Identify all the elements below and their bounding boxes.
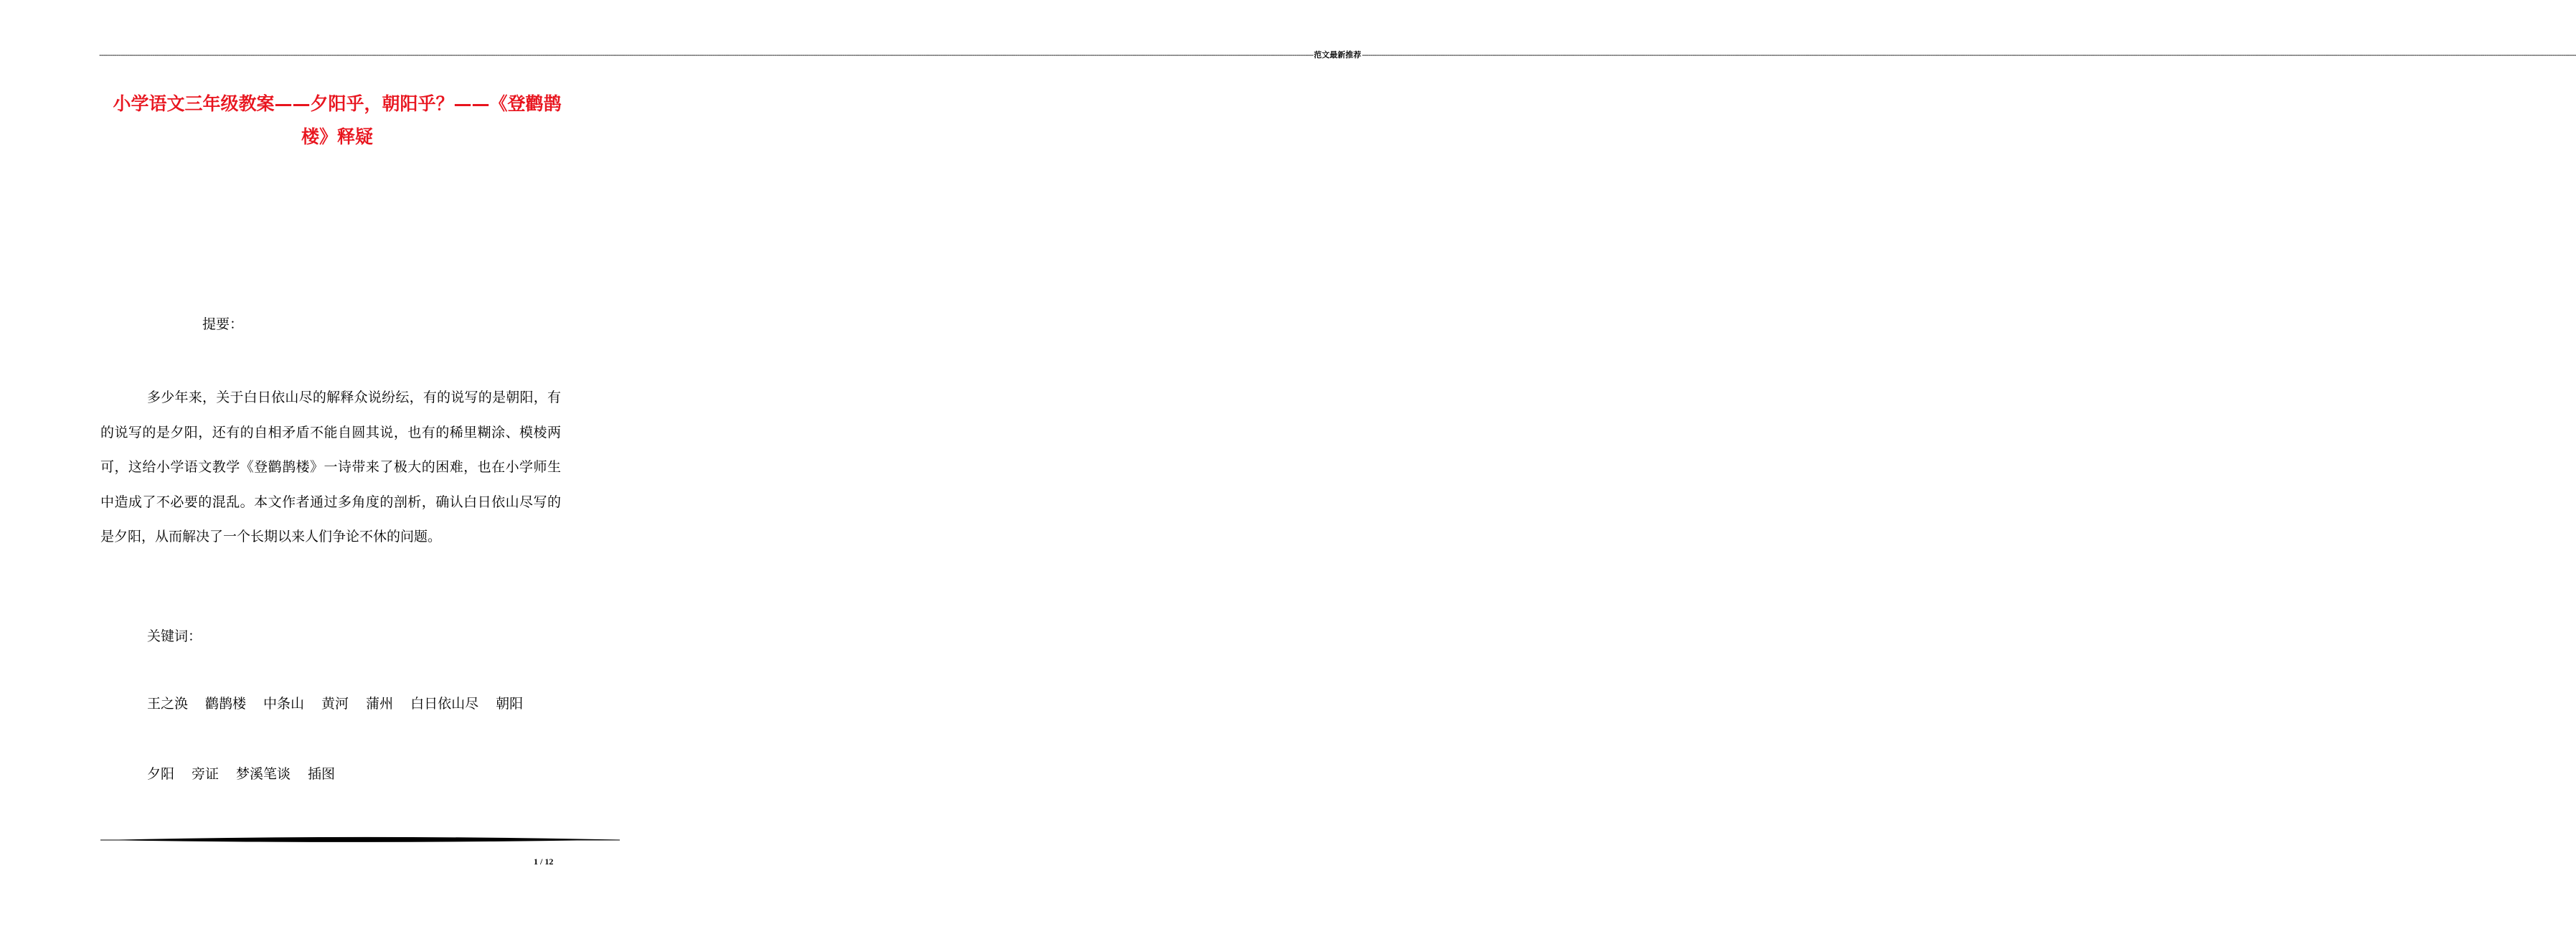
- keyword-item: 旁证: [192, 766, 220, 782]
- keyword-item: 插图: [308, 766, 336, 782]
- keyword-item: 夕阳: [147, 766, 175, 782]
- abstract-label: 提要：: [202, 316, 244, 332]
- keyword-item: 朝阳: [496, 696, 524, 712]
- keywords-label: 关键词：: [147, 628, 202, 644]
- page-number: 1 / 12: [534, 857, 554, 867]
- keyword-item: 梦溪笔谈: [236, 766, 291, 782]
- keyword-item: 黄河: [321, 696, 349, 712]
- header-label: 范文最新推荐: [1313, 50, 1362, 60]
- document-title: 小学语文三年级教案——夕阳乎，朝阳乎？——《登鹳鹊楼》释疑: [113, 93, 562, 147]
- keyword-item: 蒲州: [366, 696, 394, 712]
- keyword-item: 中条山: [263, 696, 305, 712]
- abstract-body: 多少年来，关于白日依山尽的解释众说纷纭，有的说写的是朝阳，有的说写的是夕阳，还有的自相矛盾不能自圆其说，也有的稀里糊涂、模棱两可，这给小学语文教学《登鹳鹊楼》一诗带来了极大的困难，也在小学师生中造成了不必要的混乱。本文作者通过多角度的剖析，确认白日依山尽写的是夕阳，从而解决了一个长期以来人们争论不休的问题。: [100, 390, 561, 544]
- header-dash-right: ------------------------------------------------------------------------------------------------------------------------------------------------------------------------------------------------------------------------------------------------------------------------------------------------------------------------------------------------------------------------------------------------------------------------------------------------------------------------------------------------------------------------------------------------------------------------------------------: [1362, 50, 2576, 60]
- keyword-item: 鹳鹊楼: [205, 696, 247, 712]
- header-dash-left: ------------------------------------------------------------------------------------------------------------------------------------------------------------------------------------------------------------------------------------------------------------------------------------------------------------------------------------------------------------------------------------------------------------------------------------------------------------------------------------------------------------------------------------------------------------------------------------------: [99, 50, 1313, 60]
- keyword-item: 王之涣: [147, 696, 189, 712]
- footer-divider: [100, 835, 620, 845]
- keywords-row: [147, 693, 523, 712]
- keywords-row: [147, 763, 335, 783]
- page-header: [99, 50, 2576, 60]
- keyword-item: 白日依山尽: [410, 696, 479, 712]
